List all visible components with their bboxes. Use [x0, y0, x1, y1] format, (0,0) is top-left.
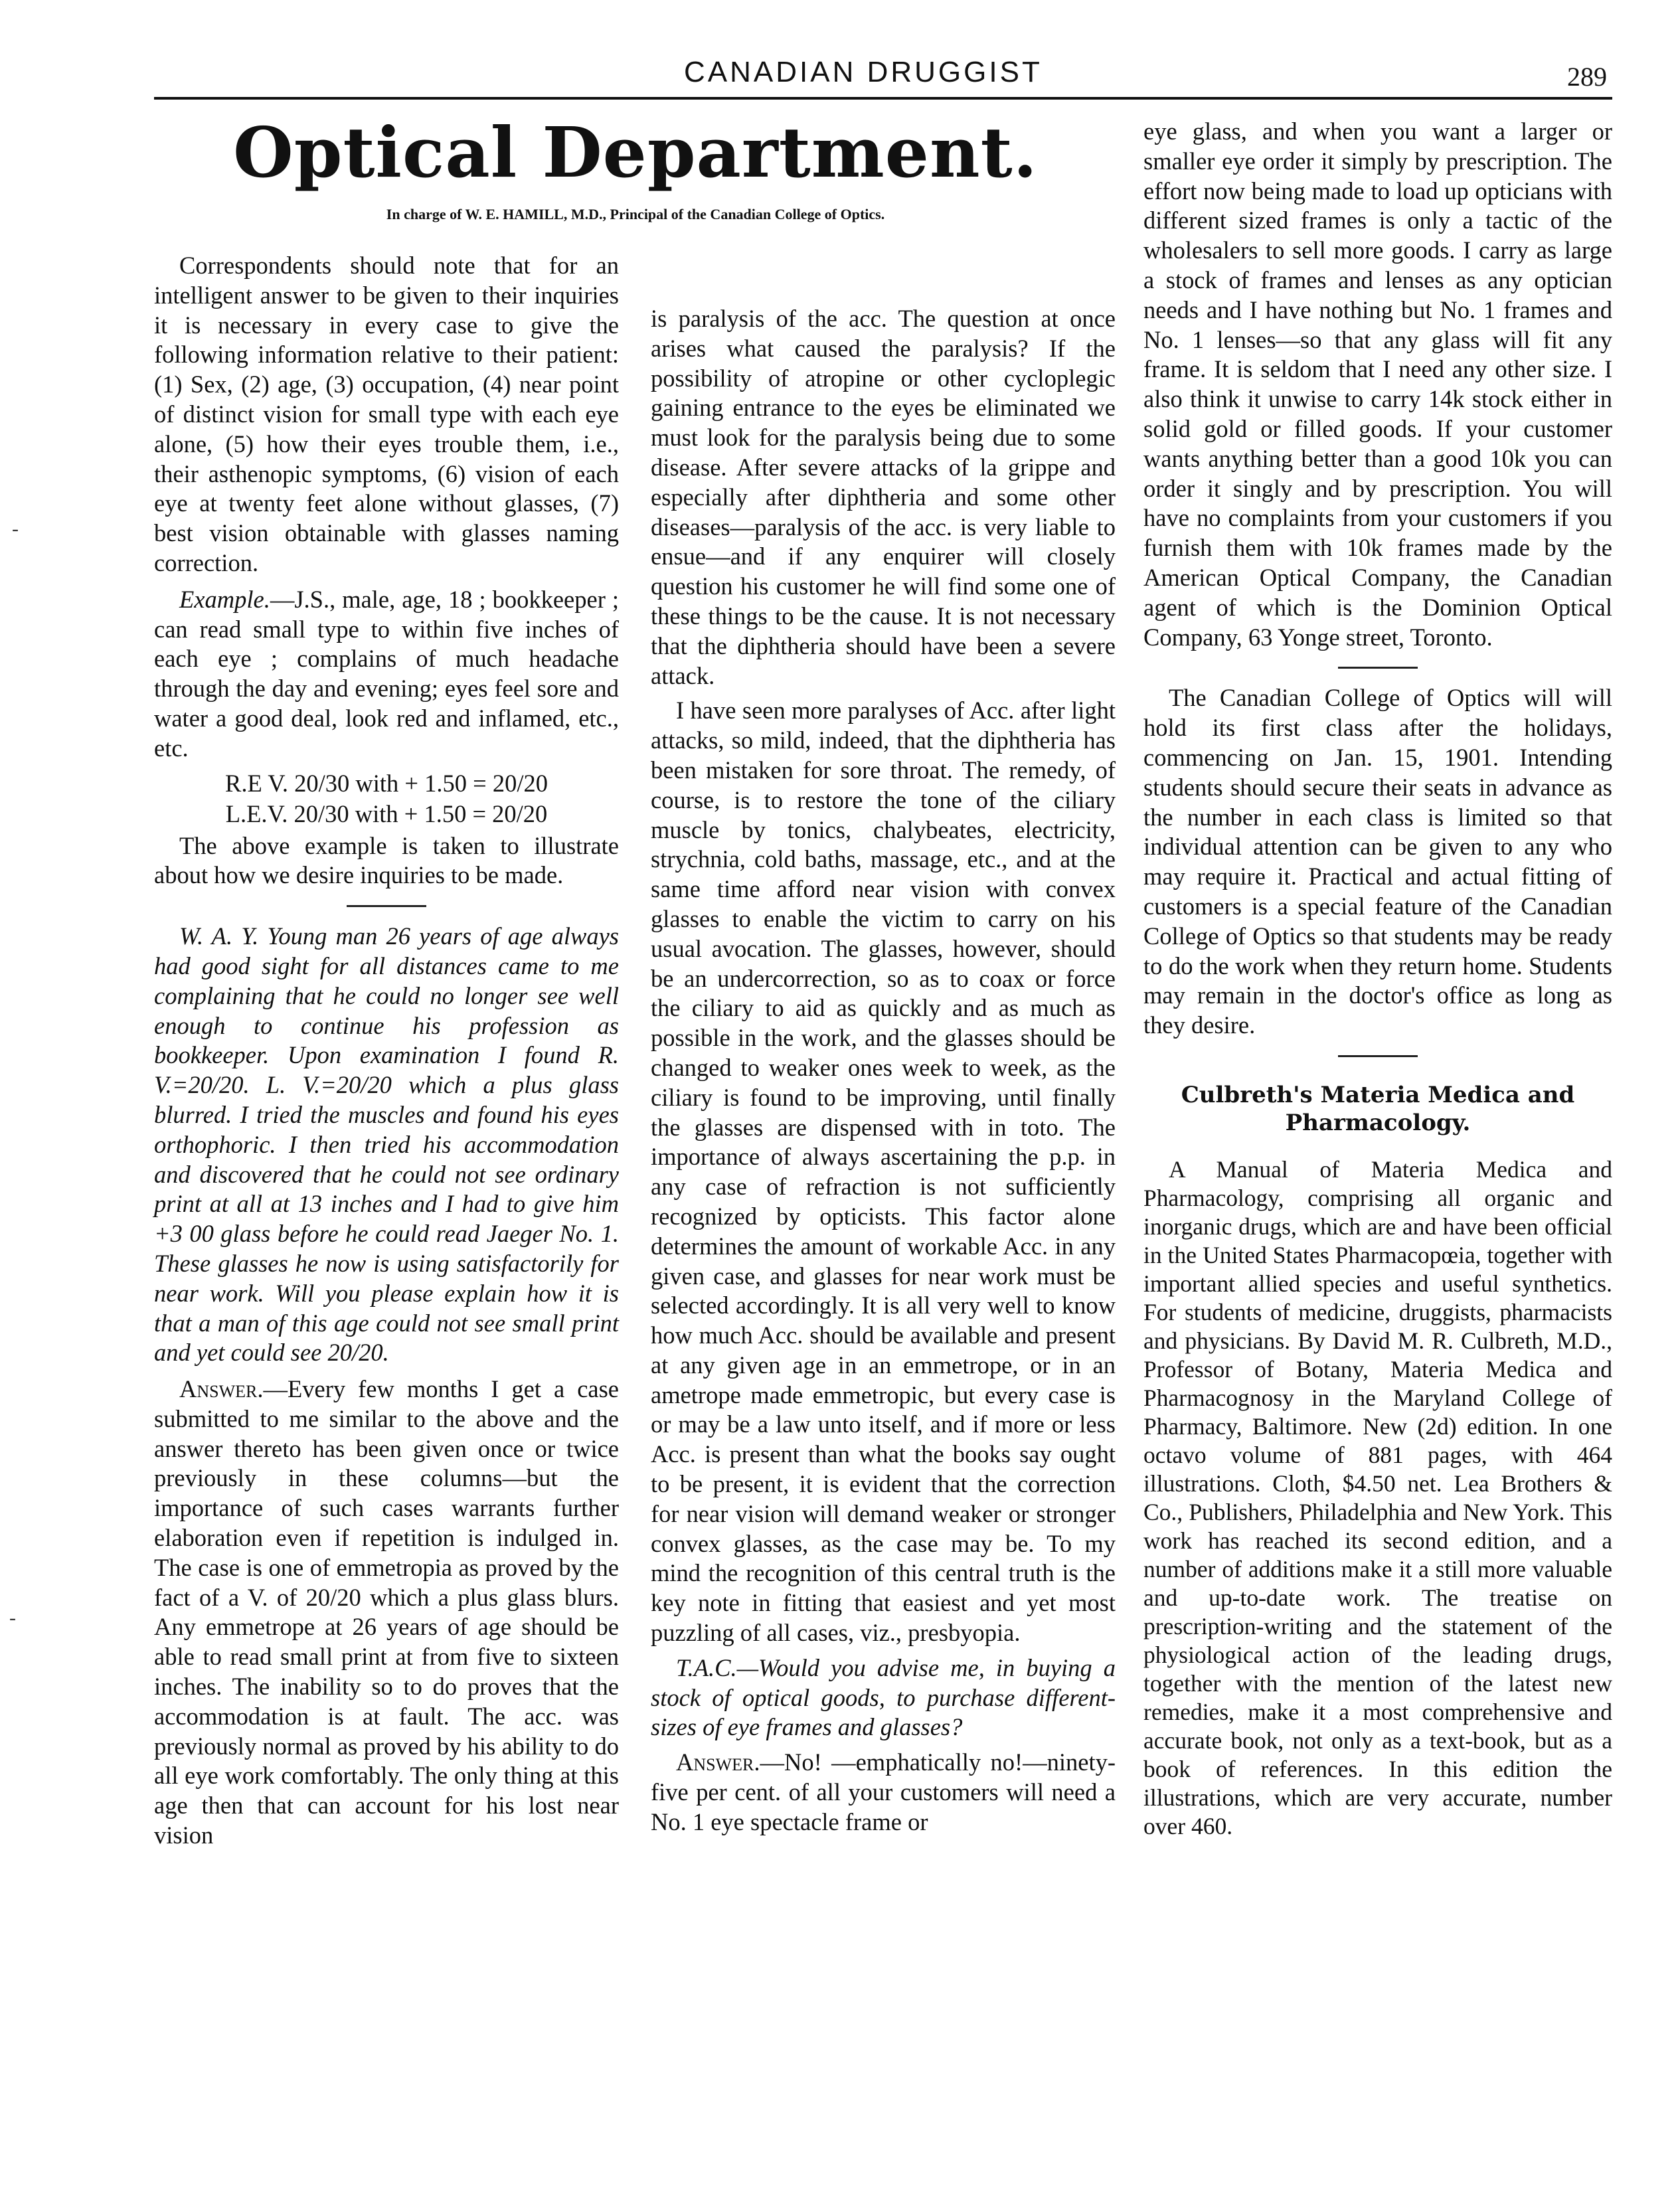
college-paragraph: The Canadian College of Optics will will hold its first class after the holidays, commencing on Jan. 15, 1901. Intending students should secure their seats in advance as the number in each class is limited so that individual attention can be given to any who may require it. Practical and actual fitting of customers is a special feature of the Canadian College of Optics so that students may be ready to do the work when they return home. Students may remain in the doctor's office as long as they desire. [1143, 684, 1612, 1039]
book-review [1143, 1155, 1612, 1841]
margin-mark: - [12, 518, 19, 540]
margin-mark: - [9, 1607, 16, 1629]
column-3 [1143, 117, 1612, 1846]
answer-label: Answer. [179, 1375, 264, 1403]
book-review-text: A Manual of Materia Medica and Pharmacology, comprising all organic and inorganic drugs, which are and have been official in the United States Pharmacopœia, together with important allied species and useful synthetics. For students of medicine, druggists, pharmacists and physicians. By David M. R. Culbreth, M.D., Professor of Botany, Materia Medica and Pharmacognosy in the Maryland College of Pharmacy, Baltimore. New (2d) edition. In one octavo volume of 881 pages, with 464 illustrations. Cloth, $4.50 net. Lea Brothers & Co., Publishers, Philadelphia and New York. This work has reached its second edition, and a number of additions make it a still more valuable and up-to-date work. The treatise on prescription-writing and the statement of the physiological action of the leading drugs, together with the mention of the latest new remedies, make it a most comprehensive and accurate book, not only as a text-book, but as a book of references. In this edition the illustrations, which are very accurate, number over 460. [1143, 1155, 1612, 1839]
section-divider-3 [1338, 1055, 1418, 1057]
answer-way [154, 1375, 619, 1851]
department-subtitle: In charge of W. E. HAMILL, M.D., Principal of the Canadian College of Optics. [386, 206, 885, 222]
example-paragraph [154, 585, 619, 764]
paralyses-paragraph: I have seen more paralyses of Acc. after light attacks, so mild, indeed, that the diphtheria has been mistaken for sore throat. The remedy, of course, is to restore the tone of the ciliary muscle by tonics, chalybeates, electricity, strychnia, cold baths, massage, etc., and at the same time afford near vision with convex glasses to enable the victim to carry on his usual avocation. The glasses, however, should be an undercorrection, so as to coax or force the ciliary to aid as quickly and as much as possible in the work, and the glasses should be changed to weaker ones week to week, as the ciliary is found to be improving, until finally the glasses are dispensed with in toto. The importance of always ascertaining the p.p. in any case of refraction is not sufficiently recognized by opticists. This factor alone determines the amount of workable Acc. in any given case, and glasses for near work must be selected accordingly. It is all very well to know how much Acc. should be available and present at any given age in an emmetrope, or in an ametrope made emmetropic, but every case is or may be a law unto itself, and if more or less Acc. is present than what the books say ought to be present, it is evident that the correction for near vision will demand weaker or stronger convex glasses, as the case may be. To my mind the recognition of this central truth is the key note in fitting that easiest and yet most puzzling of all cases, viz., presbyopia. [651, 697, 1116, 1647]
eyeglass-paragraph: eye glass, and when you want a larger or smaller eye order it simply by prescription. The effort now being made to load up opticians with different sized frames is only a tactic of the wholesalers to sell more goods. I carry as large a stock of frames and lenses as any optician needs and I have nothing but No. 1 frames and No. 1 lenses—so that any glass will fit any frame. It is seldom that I need any other size. I also think it unwise to carry 14k stock either in solid gold or filled goods. If your customer wants anything better than a good 10k you can order it singly and by prescription. You will have no complaints from your customers if you furnish them with 10k frames made by the American Optical Company, the Canadian agent of which is the Dominion Optical Company, 63 Yonge street, Toronto. [1143, 118, 1612, 651]
example-text: —J.S., male, age, 18 ; bookkeeper ; can read small type to within five inches of each eye ; complains of much headache through the day and evening; eyes feel sore and water a good deal, look red and inflamed, etc., etc. [154, 585, 619, 762]
page-header [0, 0, 1680, 100]
department-title: Optical Department. [233, 112, 1038, 193]
answer-tac [651, 1748, 1116, 1837]
formula-left-eye: L.E.V. 20/30 with + 1.50 = 20/20 [225, 800, 548, 827]
column-2 [651, 304, 1116, 1843]
answer-tac-text: —No! —emphatically no!—ninety-five per cent. of all your customers will need a No. 1 eye spectacle frame or [651, 1748, 1116, 1835]
correspondents-paragraph: Correspondents should note that for an intelligent answer to be given to their inquiries it is necessary in every case to give the following information relative to their patient: (1) Sex, (2) age, (3) occupation, (4) near point of distinct vision for small type with each eye alone, (5) how their eyes trouble them, i.e., their asthenopic symptoms, (6) vision of each eye at twenty feet alone without glasses, (7) best vision obtainable with glasses naming correction. [154, 252, 619, 576]
page-number: 289 [1567, 62, 1607, 92]
query-way: W. A. Y. Young man 26 years of age always had good sight for all distances came to me complaining that he could no longer see well enough to continue his profession as bookkeeper. Upon examination I found R. V.=20/20. L. V.=20/20 which a plus glass blurred. I tried the muscles and found his eyes orthophoric. I then tried his accommodation and discovered that he could not see ordinary print at all at 13 inches and I had to give him +3 00 glass before he could read Jaeger No. 1. These glasses he now is using satisfactorily for near work. Will you please explain how it is that a man of this age could not see small print and yet could see 20/20. [154, 922, 619, 1367]
answer-text: —Every few months I get a case submitted to me similar to the above and the answer thereto has been given once or twice previously in these columns—but the importance of such cases warrants further elaboration even if repetition is indulged in. The case is one of emmetropia as proved by the fact of a V. of 20/20 which a plus glass blurs. Any emmetrope at 26 years of age should be able to read small print at from five to sixteen inches. The inability so to do proves that the accommodation is at fault. The acc. was previously normal as proved by his ability to do all eye work comfortably. The only thing at this age then that can account for his lost near vision [154, 1375, 619, 1849]
header-rule [154, 97, 1612, 100]
query-tac: T.A.C.—Would you advise me, in buying a stock of optical goods, to purchase different-sizes of eye frames and glasses? [651, 1653, 1116, 1741]
paralysis-paragraph: is paralysis of the acc. The question at once arises what caused the paralysis? If the possibility of atropine or other cycloplegic gaining entrance to the eyes be eliminated we must look for the paralysis being due to some disease. After severe attacks of la grippe and especially after diphtheria and some other diseases—paralysis of the acc. is very liable to ensue—and if any enquirer will closely question his customer he will find some one of these things to be the cause. It is not necessary that the diphtheria should have been a severe attack. [651, 305, 1116, 689]
column-1 [154, 251, 619, 1857]
example-label: Example. [179, 585, 270, 613]
book-heading: Culbreth's Materia Medica and Pharmacology. [1181, 1081, 1575, 1136]
answer-tac-label: Answer. [676, 1748, 760, 1776]
running-title: CANADIAN DRUGGIST [684, 56, 1043, 88]
example-note: The above example is taken to illustrate about how we desire inquiries to be made. [154, 831, 619, 889]
formula-right-eye: R.E V. 20/30 with + 1.50 = 20/20 [225, 769, 548, 797]
section-divider-2 [1338, 667, 1418, 669]
section-divider [347, 905, 426, 907]
